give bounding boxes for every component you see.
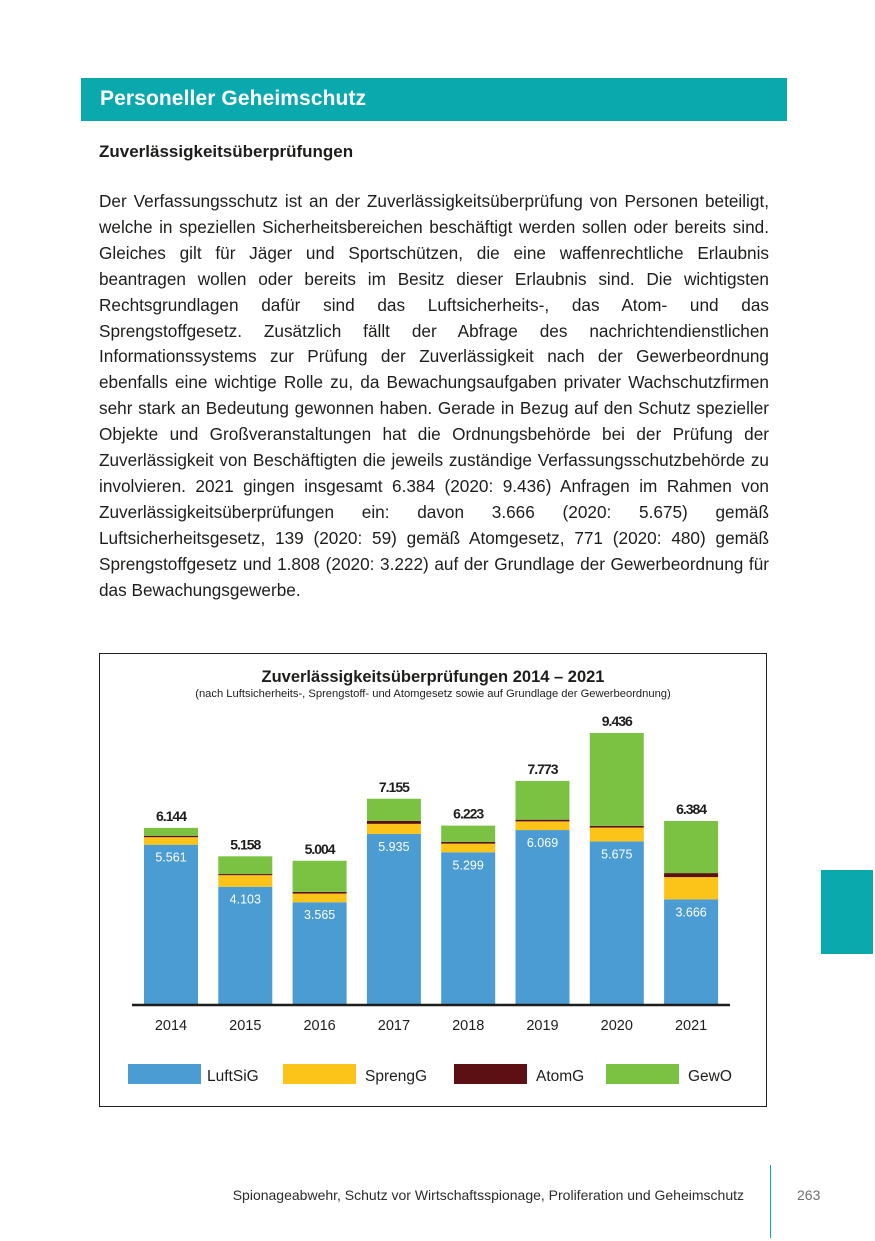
bar-luftsig-2018 (441, 852, 495, 1005)
chart-title: Zuverlässigkeitsüberprüfungen 2014 – 2021 (261, 668, 605, 686)
footer-divider (770, 1165, 771, 1238)
legend-swatch-gewo (606, 1064, 679, 1084)
subheading: Zuverlässigkeitsüberprüfungen (99, 142, 354, 161)
bar-luftsig-2017 (367, 834, 421, 1005)
legend-swatch-luftsig (128, 1064, 201, 1084)
x-tick-2020: 2020 (600, 1018, 633, 1034)
legend-label-sprengg: SprengG (365, 1068, 428, 1085)
bar-gewo-2018 (441, 826, 495, 842)
total-label-2021: 6.384 (676, 800, 707, 817)
bar-luftsig-2020 (590, 841, 644, 1005)
luftsig-label-2015: 4.103 (229, 892, 261, 907)
bar-atomg-2020 (590, 826, 644, 828)
bar-gewo-2017 (367, 799, 421, 821)
bar-sprengg-2017 (367, 824, 421, 834)
luftsig-label-2019: 6.069 (526, 836, 559, 851)
luftsig-label-2020: 5.675 (601, 847, 633, 862)
luftsig-label-2021: 3.666 (675, 905, 707, 920)
legend-label-gewo: GewO (688, 1068, 732, 1085)
bar-gewo-2019 (516, 781, 570, 820)
bar-sprengg-2019 (516, 821, 570, 830)
total-label-2017: 7.155 (378, 778, 409, 795)
bar-atomg-2017 (367, 821, 421, 824)
section-banner (81, 78, 787, 121)
bar-luftsig-2014 (144, 845, 198, 1005)
total-label-2015: 5.158 (230, 836, 261, 853)
bar-gewo-2016 (293, 861, 347, 892)
legend-label-luftsig: LuftSiG (207, 1068, 259, 1085)
side-tab-marker (821, 870, 873, 954)
luftsig-label-2014: 5.561 (155, 850, 187, 865)
x-tick-2016: 2016 (303, 1018, 336, 1034)
bar-sprengg-2016 (293, 894, 347, 903)
x-tick-2015: 2015 (229, 1018, 262, 1034)
bar-atomg-2014 (144, 836, 198, 837)
total-label-2014: 6.144 (155, 807, 187, 824)
x-tick-2014: 2014 (154, 1018, 188, 1034)
legend-label-atomg: AtomG (536, 1068, 585, 1085)
luftsig-label-2016: 3.565 (303, 908, 336, 923)
luftsig-label-2018: 5.299 (452, 858, 484, 873)
total-label-2018: 6.223 (453, 805, 484, 822)
bar-sprengg-2018 (441, 844, 495, 853)
x-tick-2019: 2019 (526, 1018, 559, 1034)
bar-sprengg-2021 (664, 877, 718, 899)
bar-atomg-2016 (293, 892, 347, 894)
total-label-2020: 9.436 (601, 713, 632, 729)
section-title: Personeller Geheimschutz (100, 87, 367, 110)
bar-luftsig-2019 (516, 830, 570, 1005)
footer-text: Spionageabwehr, Schutz vor Wirtschaftsspionage, Proliferation und Geheimschutz (232, 1187, 744, 1203)
body-paragraph: Der Verfassungsschutz ist an der Zuverlässigkeitsüberprüfung von Personen beteiligt, welche in speziellen Sicherheitsbereichen beschäftigt werden sollen oder bereits sind. Gleiches gilt für Jäger und Sportschützen, die eine waffenrechtliche Erlaubnis beantragen wollen oder bereits im Besitz dieser Erlaubnis sind. Die wichtigsten Rechtsgrundlagen dafür sind das Luftsicherheits-, das Atom- und das Sprengstoffgesetz. Zusätzlich fällt der Abfrage des nachrichtendienstlichen Informationssystems zur Prüfung der Zuverlässigkeit nach der Gewerbeordnung ebenfalls eine wichtige Rolle zu, da Bewachungsaufgaben privater Wachschutzfirmen sehr stark an Bedeutung gewonnen haben. Gerade in Bezug auf den Schutz spezieller Objekte und Großveranstaltungen hat die Ordnungsbehörde bei der Prüfung der Zuverlässigkeit von Beschäftigten die jeweils zuständige Verfassungsschutzbehörde zu involvieren. 2021 gingen insgesamt 6.384 (2020: 9.436) Anfragen im Rahmen von Zuverlässigkeitsüberprüfungen ein: davon 3.666 (2020: 5.675) gemäß Luftsicherheitsgesetz, 139 (2020: 59) gemäß Atomgesetz, 771 (2020: 480) gemäß Sprengstoffgesetz und 1.808 (2020: 3.222) auf der Grundlage der Gewerbeordnung für das Bewachungsgewerbe. (99, 191, 769, 600)
legend-swatch-sprengg (283, 1064, 356, 1084)
total-label-2019: 7.773 (527, 760, 558, 777)
legend-swatch-atomg (454, 1064, 527, 1084)
page-number: 263 (797, 1187, 821, 1203)
bar-gewo-2015 (218, 856, 272, 874)
bar-atomg-2019 (516, 820, 570, 822)
bar-sprengg-2020 (590, 828, 644, 842)
chart-frame (99, 653, 767, 1107)
bar-gewo-2021 (664, 821, 718, 873)
total-label-2016: 5.004 (304, 840, 335, 857)
bar-gewo-2014 (144, 828, 198, 836)
x-tick-2021: 2021 (674, 1018, 708, 1034)
x-tick-2017: 2017 (377, 1018, 411, 1034)
x-tick-2018: 2018 (452, 1018, 485, 1034)
bar-sprengg-2014 (144, 837, 198, 844)
stacked-bar-chart (100, 654, 766, 1106)
chart-subtitle: (nach Luftsicherheits-, Sprengstoff- und Atomgesetz sowie auf Grundlage der Gewerbeordnung) (195, 688, 671, 700)
luftsig-label-2017: 5.935 (378, 839, 410, 854)
bar-atomg-2018 (441, 842, 495, 844)
bar-sprengg-2015 (218, 875, 272, 887)
legend (128, 1064, 732, 1085)
bar-atomg-2021 (664, 873, 718, 877)
bar-gewo-2020 (590, 733, 644, 826)
bar-atomg-2015 (218, 874, 272, 875)
bars-layer (144, 713, 718, 1034)
